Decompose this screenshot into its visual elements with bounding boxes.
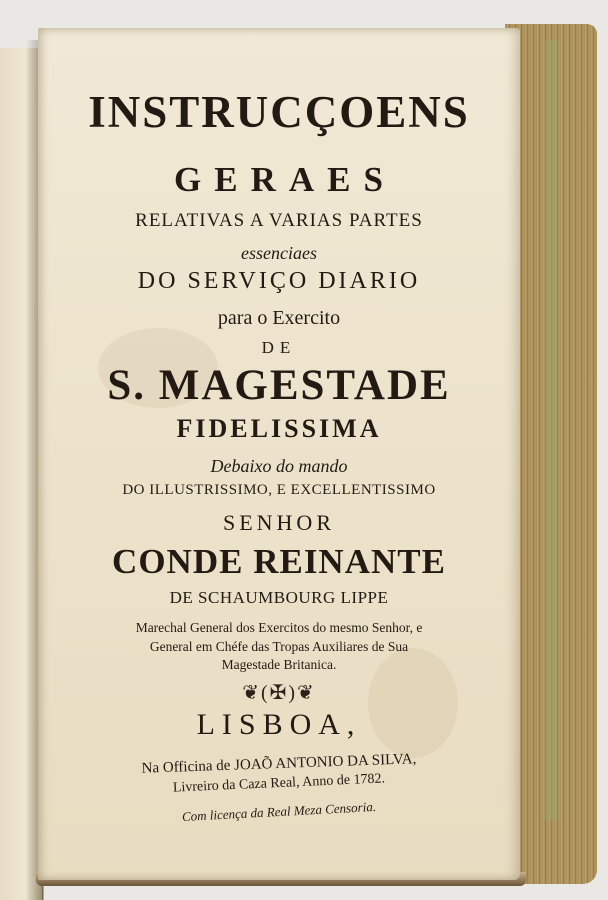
page-edge-tint (540, 40, 564, 820)
imprint-lisboa: LISBOA, (196, 708, 362, 741)
title-magestade: S. MAGESTADE (107, 362, 451, 409)
title-relativas: RELATIVAS A VARIAS PARTES (135, 210, 423, 231)
title-fidelissima: FIDELISSIMA (176, 414, 382, 443)
title-para-exercito: para o Exercito (217, 307, 341, 329)
imprint-licenca: Com licença da Real Meza Censoria. (181, 798, 377, 825)
title-conde-reinante: CONDE REINANTE (112, 542, 446, 581)
imprint-livreiro: Livreiro da Caza Real, Anno de 1782. (172, 771, 386, 796)
title-de: DE (261, 338, 297, 357)
title-schaumbourg: DE SCHAUMBOURG LIPPE (169, 588, 389, 607)
title-britanica: Magestade Britanica. (221, 657, 337, 672)
title-general: General em Chéfe das Tropas Auxiliares de Sua (149, 639, 409, 654)
title-senhor: SENHOR (222, 510, 335, 535)
title-main: INSTRUCÇOENS (88, 87, 470, 137)
title-geraes: GERAES (174, 160, 396, 199)
title-marechal: Marechal General dos Exercitos do mesmo Senhor, e (135, 620, 423, 635)
title-page (38, 28, 520, 880)
title-essenciaes: essenciaes (241, 243, 317, 263)
printers-ornament: ❦(✠)❦ (242, 682, 316, 704)
imprint-officina: Na Officina de JOAÕ ANTONIO DA SILVA, (141, 751, 417, 777)
title-debaixo: Debaixo do mando (210, 456, 348, 476)
title-illustrissimo: DO ILLUSTRISSIMO, E EXCELLENTISSIMO (122, 482, 436, 498)
title-servico-diario: DO SERVIÇO DIARIO (137, 268, 421, 294)
